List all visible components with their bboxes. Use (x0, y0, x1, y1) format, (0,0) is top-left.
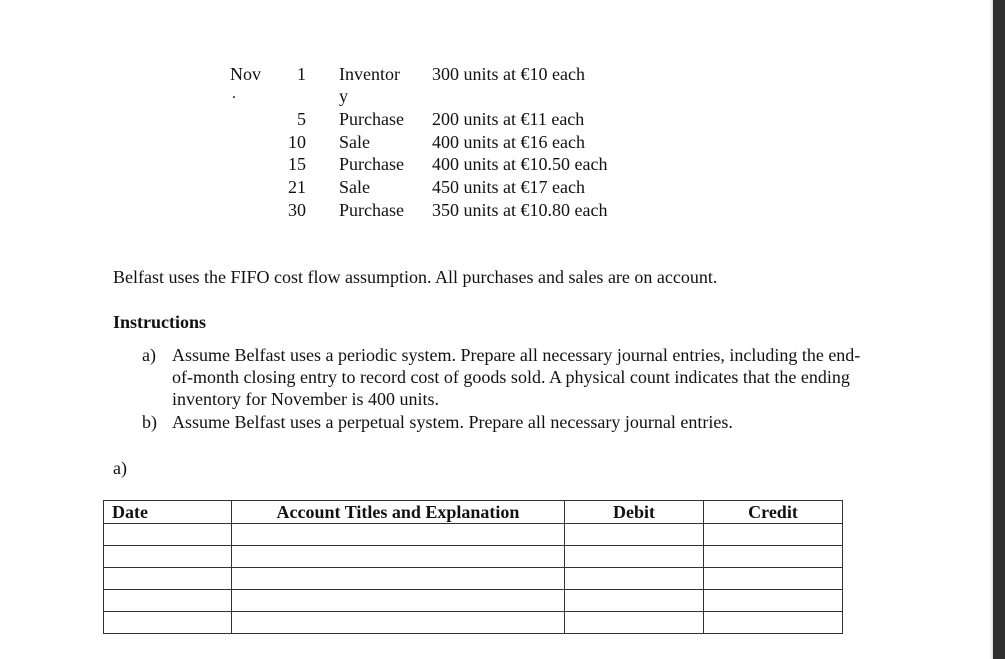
column-header-date: Date (104, 501, 232, 524)
transaction-type: Purchase (339, 109, 404, 129)
table-cell[interactable] (232, 524, 565, 546)
instruction-text: Assume Belfast uses a perpetual system. Prepare all necessary journal entries. (172, 412, 733, 432)
transaction-type-wrap: y (339, 86, 348, 106)
table-row (104, 568, 843, 590)
table-cell[interactable] (704, 524, 843, 546)
table-cell[interactable] (565, 612, 704, 634)
transaction-type: Sale (339, 132, 370, 152)
month-label: Nov (230, 64, 261, 84)
table-row (104, 590, 843, 612)
table-cell[interactable] (104, 568, 232, 590)
table-row (104, 546, 843, 568)
table-cell[interactable] (565, 590, 704, 612)
table-cell[interactable] (232, 590, 565, 612)
transaction-type: Purchase (339, 200, 404, 220)
section-label: a) (113, 458, 127, 478)
journal-table (103, 500, 843, 634)
table-cell[interactable] (232, 546, 565, 568)
transaction-day: 5 (297, 109, 306, 129)
transaction-detail: 450 units at €17 each (432, 177, 585, 197)
column-header-credit: Credit (704, 501, 843, 524)
scrollbar[interactable] (993, 0, 1005, 659)
transaction-day: 1 (297, 64, 306, 84)
transaction-type: Purchase (339, 154, 404, 174)
table-header-row (104, 501, 843, 524)
table-cell[interactable] (232, 612, 565, 634)
column-header-account: Account Titles and Explanation (232, 501, 565, 524)
transaction-day: 30 (288, 200, 306, 220)
transaction-detail: 350 units at €10.80 each (432, 200, 608, 220)
table-cell[interactable] (704, 568, 843, 590)
instruction-text: Assume Belfast uses a periodic system. Prepare all necessary journal entries, including the end-of-month closing entry to record cost of goods sold. A physical count indicates that the ending inventory for November is 400 units. (172, 345, 861, 409)
table-cell[interactable] (232, 568, 565, 590)
table-cell[interactable] (104, 612, 232, 634)
transaction-day: 10 (288, 132, 306, 152)
transaction-detail: 400 units at €10.50 each (432, 154, 608, 174)
table-cell[interactable] (704, 612, 843, 634)
table-row (104, 612, 843, 634)
transaction-day: 21 (288, 177, 306, 197)
table-cell[interactable] (565, 546, 704, 568)
instruction-label: a) (142, 345, 156, 365)
instruction-label: b) (142, 412, 157, 432)
table-cell[interactable] (565, 568, 704, 590)
table-row (104, 524, 843, 546)
month-mark: . (232, 85, 236, 102)
table-cell[interactable] (704, 546, 843, 568)
table-cell[interactable] (565, 524, 704, 546)
transaction-detail: 300 units at €10 each (432, 64, 585, 84)
table-cell[interactable] (104, 524, 232, 546)
transaction-type: Inventor (339, 64, 400, 84)
table-cell[interactable] (104, 590, 232, 612)
transaction-day: 15 (288, 154, 306, 174)
table-cell[interactable] (704, 590, 843, 612)
table-cell[interactable] (104, 546, 232, 568)
transaction-detail: 400 units at €16 each (432, 132, 585, 152)
column-header-debit: Debit (565, 501, 704, 524)
assumption-paragraph: Belfast uses the FIFO cost flow assumption. All purchases and sales are on account. (113, 267, 718, 287)
instructions-heading: Instructions (113, 312, 207, 332)
transaction-detail: 200 units at €11 each (432, 109, 585, 129)
transaction-type: Sale (339, 177, 370, 197)
